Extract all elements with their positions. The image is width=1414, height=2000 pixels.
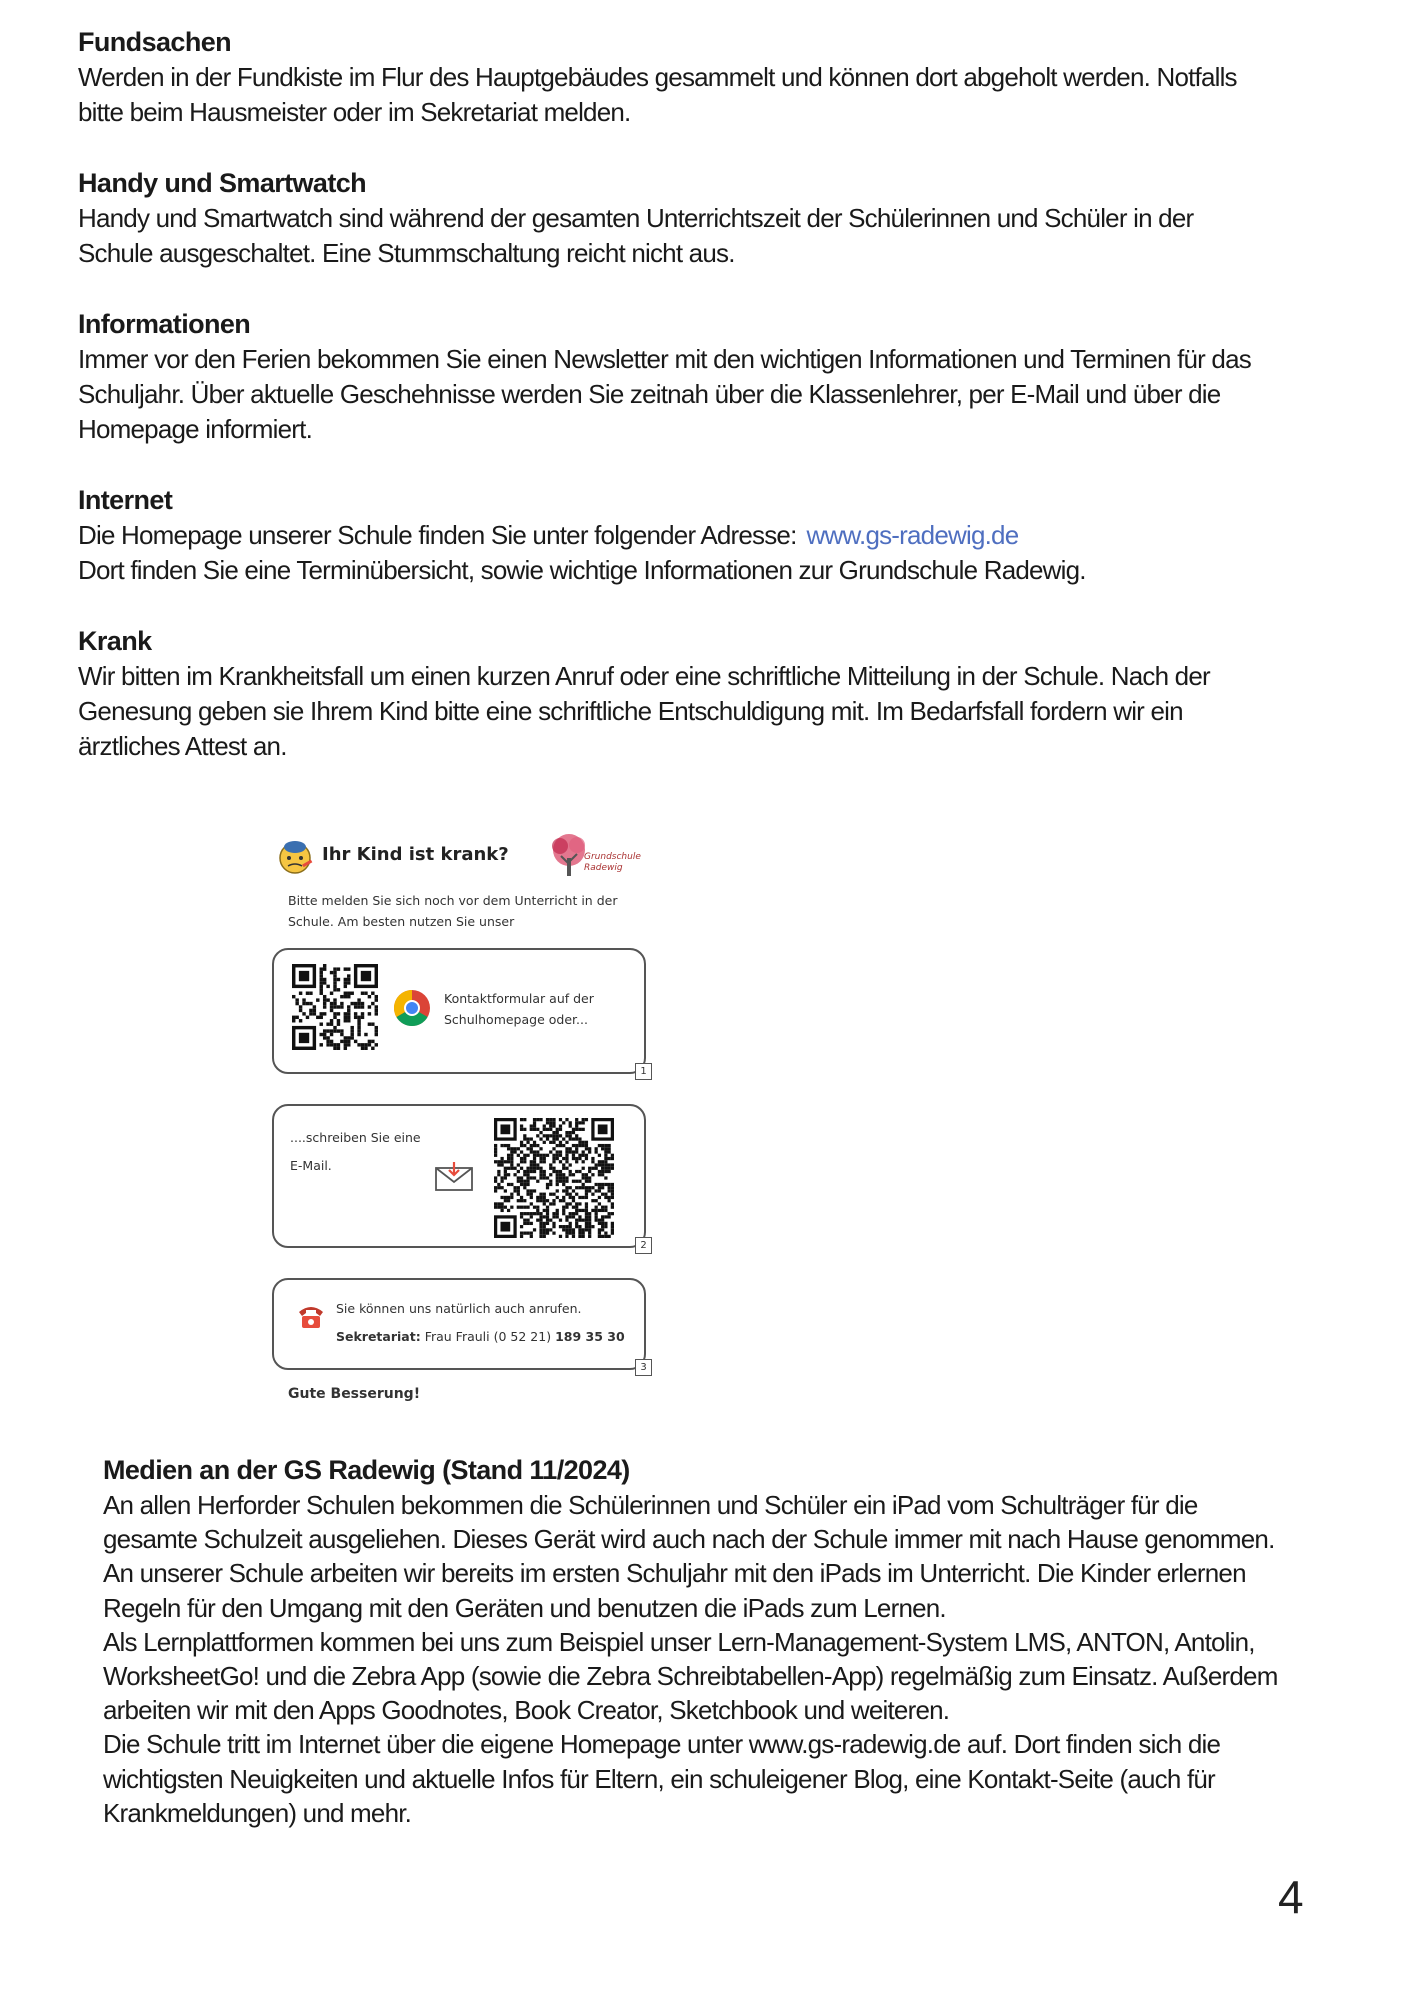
phone-text: Sie können uns natürlich auch anrufen. <box>336 1301 582 1316</box>
section-text: An allen Herforder Schulen bekommen die Schülerinnen und Schüler ein iPad vom Schulträger für die gesamte Schulzeit ausgeliehen. Dieses Gerät wird auch nach der Schule immer mit nach Hause genommen. An unserer Schule arbeiten wir bereits im ersten Schuljahr mit den iPads im Unterricht. Die Kinder erlernen Regeln für den Umgang mit den Geräten und benutzen die iPads zum Lernen. Als Lernplattformen kommen bei uns zum Beispiel unser Lern-Management-System LMS, ANTON, Antolin, WorksheetGo! und die Zebra App (sowie die Zebra Schreibtabellen-App) regelmäßig zum Einsatz. Außerdem arbeiten wir mit den Apps Goodnotes, Book Creator, Sketchbook und weiteren. Die Schule tritt im Internet über die eigene Homepage unter www.gs-radewig.de auf. Dort finden sich die wichtigsten Neuigkeiten und aktuelle Infos für Eltern, ein schuleigener Blog, eine Kontakt-Seite (auch für Krankmeldungen) und mehr. <box>103 1490 1278 1828</box>
section-heading: Krank <box>78 626 152 656</box>
secretariat-label: Sekretariat: <box>336 1329 421 1344</box>
section-informationen <box>78 306 1328 447</box>
internet-line-2: Dort finden Sie eine Terminübersicht, sowie wichtige Informationen zur Grundschule Radewig. <box>78 555 1086 585</box>
page-number: 4 <box>1278 1871 1304 1923</box>
section-heading: Handy und Smartwatch <box>78 168 367 198</box>
step-number: 1 <box>635 1063 652 1080</box>
sick-emoji-icon <box>276 838 314 876</box>
flyer-intro: Bitte melden Sie sich noch vor dem Unterricht in der Schule. Am besten nutzen Sie unser <box>288 893 618 929</box>
section-internet <box>78 482 1328 588</box>
section-krank <box>78 623 1328 764</box>
flyer-footer: Gute Besserung! <box>288 1386 421 1402</box>
mail-icon <box>434 1162 474 1192</box>
contact-form-text: Kontaktformular auf der Schulhomepage oder... <box>444 991 594 1027</box>
section-text: Immer vor den Ferien bekommen Sie einen Newsletter mit den wichtigen Informationen und Terminen für das Schuljahr. Über aktuelle Geschehnisse werden Sie zeitnah über die Klassenlehrer, per E-Mail und über die Homepage informiert. <box>78 344 1251 444</box>
phone-box <box>272 1278 647 1373</box>
phone-contact <box>336 1326 625 1347</box>
flyer-title: Ihr Kind ist krank? <box>322 844 509 865</box>
homepage-link[interactable]: www.gs-radewig.de <box>806 520 1019 550</box>
section-text: Werden in der Fundkiste im Flur des Hauptgebäudes gesammelt und können dort abgeholt werden. Notfalls bitte beim Hausmeister oder im Sekretariat melden. <box>78 62 1237 127</box>
sick-child-flyer <box>244 820 664 1420</box>
logo-text: Grundschule Radewig <box>584 852 641 873</box>
email-text: ....schreiben Sie eine E-Mail. <box>290 1130 421 1173</box>
qr-code-icon <box>292 964 378 1050</box>
secretariat-phone: 189 35 30 <box>555 1329 625 1344</box>
section-fundsachen <box>78 24 1328 130</box>
step-number: 3 <box>635 1359 652 1376</box>
step-number: 2 <box>635 1237 652 1254</box>
section-text: Wir bitten im Krankheitsfall um einen kurzen Anruf oder eine schriftliche Mitteilung in der Schule. Nach der Genesung geben sie Ihrem Kind bitte eine schriftliche Entschuldigung mit. Im Bedarfsfall fordern wir ein ärztliches Attest an. <box>78 661 1210 761</box>
section-heading: Informationen <box>78 309 251 339</box>
secretariat-person: Frau Frauli (0 52 21) <box>424 1329 552 1344</box>
section-text: Handy und Smartwatch sind während der gesamten Unterrichtszeit der Schülerinnen und Schüler in der Schule ausgeschaltet. Eine Stummschaltung reicht nicht aus. <box>78 203 1194 268</box>
qr-code-icon <box>494 1118 614 1238</box>
section-heading: Fundsachen <box>78 27 232 57</box>
contact-form-box <box>272 948 647 1077</box>
section-heading: Medien an der GS Radewig (Stand 11/2024) <box>103 1455 630 1485</box>
section-medien <box>103 1452 1353 1830</box>
chrome-icon <box>392 988 432 1028</box>
section-handy <box>78 165 1328 271</box>
email-box <box>272 1104 647 1251</box>
internet-line-1 <box>78 518 1328 553</box>
phone-icon <box>296 1304 326 1330</box>
section-heading: Internet <box>78 485 173 515</box>
internet-text: Die Homepage unserer Schule finden Sie unter folgender Adresse: <box>78 520 797 550</box>
